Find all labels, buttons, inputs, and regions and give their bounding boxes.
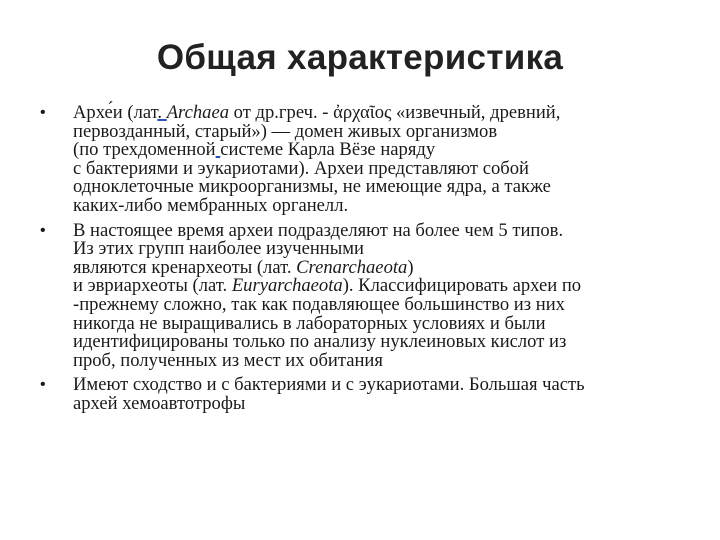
term-archaea: Архе́и [73,102,123,123]
text-line: -прежнему сложно, так как подавляющее большинство из них [73,293,565,315]
text-line: Имеют сходство и с бактериями и с эукариотами. Большая часть [73,374,585,396]
text-line: В настоящее время археи подразделяют на более чем 5 типов. [73,219,564,241]
bullet-item [40,104,690,216]
text-line: одноклеточные микроорганизмы, не имеющие ядра, а также [73,176,551,198]
latin-name: Euryarchaeota [231,275,343,297]
text-line: каких-либо мембранных органелл. [73,194,349,216]
bullet-icon: • [40,376,46,394]
bullet-item [40,376,690,413]
bullet-icon: • [40,221,46,239]
text-line: архей хемоавтотрофы [73,392,246,414]
text-line: (по трехдоменной системе Карла Вёзе наряду [73,139,436,161]
bullet-item [40,219,690,371]
slide-title: Общая характеристика [156,38,564,77]
text-line: идентифицированы только по анализу нуклеиновых кислот из [73,331,567,353]
text-line: проб, полученных из мест их обитания [73,349,383,371]
text-line: с бактериями и эукариотами). Археи представляют собой [73,157,529,179]
link-marker[interactable]: . [157,102,163,123]
text-line: Архе́и (лат. Archaea от др.греч. - ἀρχαῖος «извечный, древний, [73,102,561,123]
latin-name: Crenarchaeota [296,256,408,278]
text-line: Из этих групп наиболее изученными [73,238,364,260]
text-line: первозданный, старый») — домен живых организмов [73,120,498,142]
text-line: и эвриархеоты (лат. Euryarchaeota). Классифицировать археи по [73,275,582,297]
slide-content [40,104,690,420]
text-line: никогда не выращивались в лабораторных условиях и были [73,312,546,334]
latin-name: Archaea [166,102,230,123]
text-line: являются кренархеоты (лат. Crenarchaeota) [73,256,414,278]
bullet-icon: • [40,104,46,121]
